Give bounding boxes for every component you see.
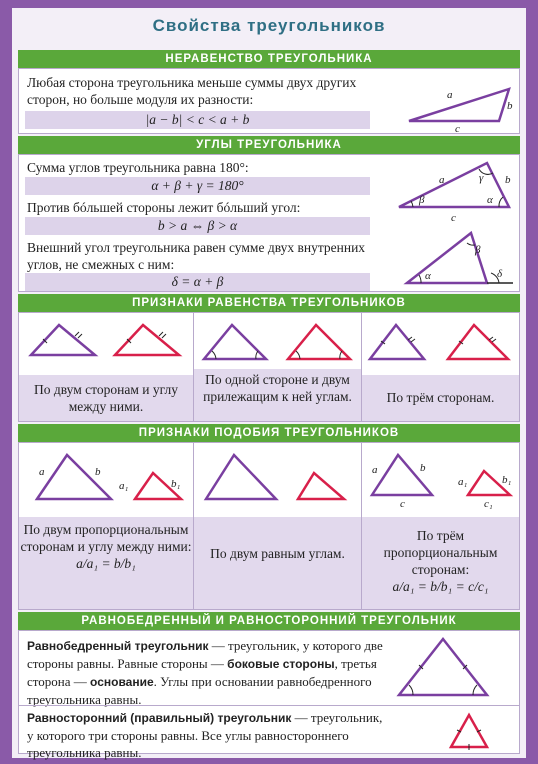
triangle-purple	[372, 455, 432, 495]
label-b1: b₁	[171, 478, 181, 490]
inequality-formula: |a − b| < c < a + b	[25, 111, 370, 129]
section-header-isosceles: РАВНОБЕДРЕННЫЙ И РАВНОСТОРОННИЙ ТРЕУГОЛЬНИК	[18, 612, 520, 630]
isosceles-text-2: , третья сторона —	[27, 656, 377, 689]
triangle-purple	[370, 325, 424, 359]
sim-sas-caption-box	[19, 517, 193, 609]
congruence-asa	[193, 313, 361, 421]
inequality-triangle-figure	[379, 69, 519, 135]
tick-mark	[75, 332, 79, 336]
base-angle-arc	[409, 685, 413, 695]
asa-caption: По одной стороне и двум прилежащим к ней углам.	[194, 369, 361, 421]
label-beta: β	[419, 194, 425, 206]
page-title: Свойства треугольников	[152, 16, 386, 35]
panel-inequality	[18, 68, 520, 134]
sss-triangles	[362, 319, 520, 369]
isosceles-triangle	[399, 639, 487, 695]
sim-aa-triangles	[194, 449, 362, 509]
sim-sas-triangles	[19, 449, 193, 509]
triangle-red	[448, 325, 508, 359]
sim-sss-caption-box	[362, 517, 519, 609]
sim-sss-caption: По трём пропорциональным сторонам:	[383, 528, 498, 577]
angle-sum-text: Сумма углов треугольника равна 180°:	[27, 160, 249, 175]
label-b: b	[507, 100, 513, 112]
label-b1: b₁	[502, 474, 512, 486]
label-alpha-2: α	[425, 270, 431, 282]
panel-similarity	[18, 442, 520, 610]
section-header-inequality: НЕРАВЕНСТВО ТРЕУГОЛЬНИКА	[18, 50, 520, 68]
label-a1: a₁	[119, 480, 129, 492]
opposite-side-formula: b > a ⇔ β > α	[25, 217, 370, 235]
exterior-angle-formula: δ = α + β	[25, 273, 370, 291]
tick-mark	[162, 334, 166, 338]
triangle-shape	[409, 89, 509, 121]
tick-mark	[411, 339, 415, 342]
label-a: a	[372, 464, 378, 476]
equilateral-definition	[27, 709, 385, 761]
panel-angles	[18, 154, 520, 292]
poster-sheet	[12, 8, 526, 758]
isosceles-figures	[389, 631, 519, 755]
panel-congruence	[18, 312, 520, 422]
sim-aa-caption: По двум равным углам.	[194, 517, 361, 609]
sim-sss-triangles	[362, 449, 520, 509]
tick-mark	[489, 337, 493, 340]
inequality-text: Любая сторона треугольника меньше суммы двух других сторон, но больше модуля их разности:	[27, 75, 357, 107]
triangle-red	[298, 473, 344, 499]
lateral-sides-term: боковые стороны	[227, 657, 335, 671]
sim-sss-formula: a/a₁ = b/b₁ = c/c₁	[392, 579, 489, 594]
base-term: основание	[90, 675, 154, 689]
triangle-purple	[206, 455, 276, 499]
isosceles-text-1: — треугольник, у которого две стороны равны. Равные стороны —	[27, 638, 383, 671]
section-header-angles: УГЛЫ ТРЕУГОЛЬНИКА	[18, 136, 520, 154]
angles-figures	[379, 155, 519, 293]
label-delta: δ	[497, 268, 503, 280]
equilateral-term: Равносторонний (правильный) треугольник	[27, 711, 292, 725]
asa-triangles	[194, 319, 362, 369]
tick-mark	[159, 332, 163, 336]
section-header-similarity: ПРИЗНАКИ ПОДОБИЯ ТРЕУГОЛЬНИКОВ	[18, 424, 520, 442]
triangle-red	[115, 325, 179, 355]
label-alpha: α	[487, 194, 493, 206]
sas-caption: По двум сторонам и углу между ними.	[19, 375, 193, 421]
equilateral-triangle	[451, 715, 487, 747]
similarity-aa	[193, 443, 361, 609]
label-c1: c₁	[484, 498, 493, 510]
tick-mark	[492, 339, 496, 342]
exterior-angle-text: Внешний угол треугольника равен сумме двух внутренних углов, не смежных с ним:	[27, 240, 366, 272]
panel-isosceles	[18, 630, 520, 760]
triangle-purple	[31, 325, 95, 355]
similarity-sas	[19, 443, 193, 609]
congruence-sas	[19, 313, 193, 421]
opposite-side-text: Против бóльшей стороны лежит бóльший угол:	[27, 200, 301, 215]
sss-caption: По трём сторонам.	[362, 375, 519, 421]
label-c: c	[451, 212, 456, 224]
label-b: b	[95, 466, 101, 478]
arc-alpha	[499, 197, 503, 207]
isosceles-text-3: . Углы при основании равнобедренного треугольника равны.	[27, 674, 372, 707]
label-a1: a₁	[458, 476, 468, 488]
label-b: b	[420, 462, 426, 474]
equilateral-text: — треугольник, у которого три стороны равны. Все углы равностороннего треугольника равны.	[27, 710, 383, 760]
label-a: a	[447, 89, 453, 101]
isosceles-definition	[27, 637, 385, 708]
sim-sas-formula: a/a₁ = b/b₁	[76, 556, 136, 571]
congruence-sss	[361, 313, 519, 421]
label-b: b	[505, 174, 511, 186]
sas-triangles	[19, 319, 193, 369]
label-beta-2: β	[475, 244, 481, 256]
label-a: a	[439, 174, 445, 186]
section-header-congruence: ПРИЗНАКИ РАВЕНСТВА ТРЕУГОЛЬНИКОВ	[18, 294, 520, 312]
sim-sas-caption: По двум пропорциональным сторонам и углу между ними:	[20, 522, 192, 554]
label-c: c	[400, 498, 405, 510]
tick-mark	[78, 334, 82, 338]
label-gamma: γ	[479, 172, 484, 184]
label-c: c	[455, 123, 460, 135]
isosceles-term: Равнобедренный треугольник	[27, 639, 209, 653]
similarity-sss	[361, 443, 519, 609]
label-a: a	[39, 466, 45, 478]
angle-sum-formula: α + β + γ = 180°	[25, 177, 370, 195]
base-angle-arc	[473, 685, 477, 695]
